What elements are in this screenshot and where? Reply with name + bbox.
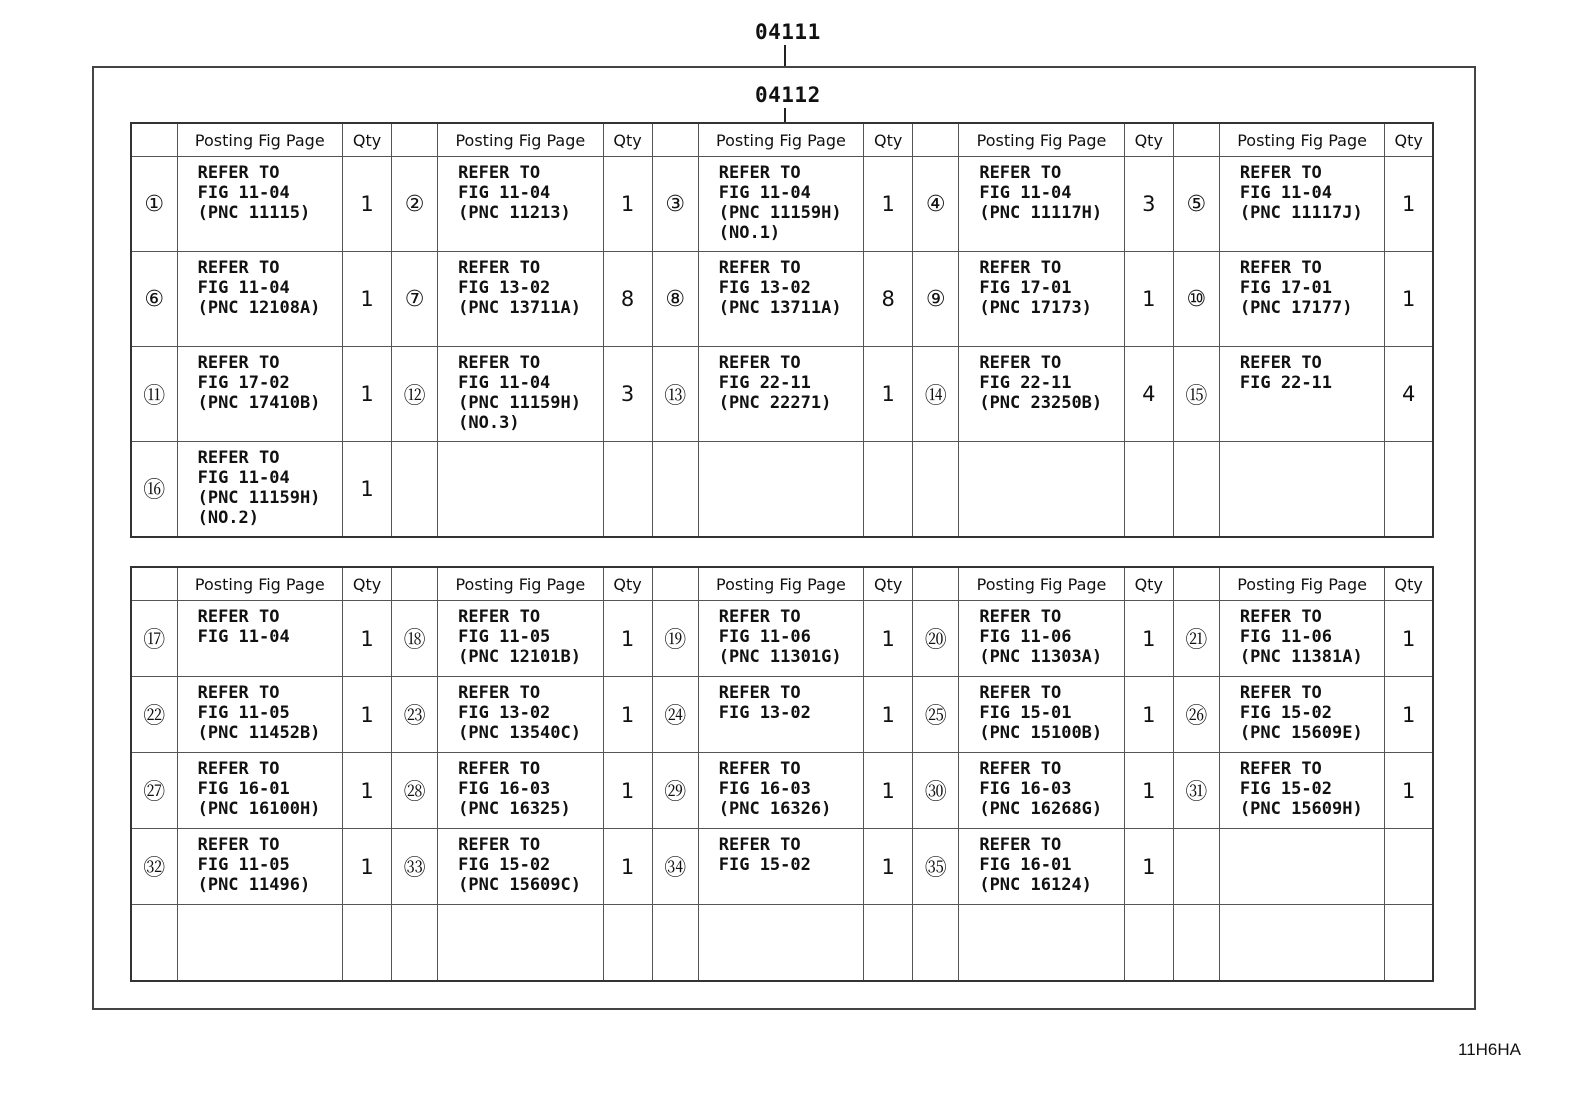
reference-line: FIG 16-03: [458, 779, 551, 799]
header-key-cell: [913, 567, 959, 601]
reference-line: FIG 13-02: [718, 703, 811, 723]
reference-line: (PNC 11301G): [718, 647, 842, 667]
quantity: [603, 442, 652, 537]
reference-line: (PNC 17410B): [197, 393, 321, 413]
figure-reference: [959, 677, 1124, 753]
figure-reference: [698, 347, 863, 442]
quantity: 1: [1385, 157, 1433, 252]
reference-line: (PNC 17173): [979, 298, 1092, 318]
callout-number: ①: [131, 157, 177, 252]
figure-reference: [1219, 442, 1384, 537]
reference-line: REFER TO: [718, 258, 801, 278]
reference-line: REFER TO: [197, 759, 280, 779]
figure-reference: [1219, 252, 1384, 347]
quantity: 8: [864, 252, 913, 347]
header-qty: Qty: [1124, 123, 1173, 157]
figure-reference: [959, 753, 1124, 829]
reference-line: (PNC 11117H): [979, 203, 1103, 223]
figure-reference: [698, 829, 863, 905]
reference-line: REFER TO: [197, 835, 280, 855]
quantity: [1385, 442, 1433, 537]
quantity: 1: [864, 677, 913, 753]
reference-line: (PNC 11159H): [197, 488, 321, 508]
header-page: Posting Fig Page: [438, 567, 603, 601]
figure-reference: [177, 442, 342, 537]
reference-line: REFER TO: [979, 835, 1062, 855]
parts-reference-table-1: [130, 122, 1434, 538]
figure-reference: [698, 157, 863, 252]
header-qty: Qty: [603, 123, 652, 157]
quantity: 1: [603, 829, 652, 905]
callout-number: [392, 442, 438, 537]
reference-line: FIG 11-06: [1239, 627, 1333, 647]
reference-line: (PNC 11159H): [458, 393, 581, 413]
figure-reference: [698, 677, 863, 753]
reference-line: REFER TO: [718, 607, 801, 627]
header-qty: Qty: [1124, 567, 1173, 601]
reference-line: (PNC 11117J): [1239, 203, 1363, 223]
figure-reference: [438, 753, 603, 829]
reference-line: FIG 11-06: [718, 627, 811, 647]
callout-number: [913, 905, 959, 981]
callout-number: ⑧: [652, 252, 698, 347]
reference-line: (PNC 11159H): [718, 203, 842, 223]
header-page: Posting Fig Page: [959, 123, 1124, 157]
reference-line: FIG 11-06: [979, 627, 1072, 647]
reference-line: (PNC 22271): [718, 393, 832, 413]
reference-line: REFER TO: [458, 258, 541, 278]
callout-number: [131, 905, 177, 981]
callout-number: ㉗: [131, 753, 177, 829]
figure-reference: [177, 905, 342, 981]
reference-line: FIG 17-02: [197, 373, 290, 393]
header-page: Posting Fig Page: [177, 123, 342, 157]
quantity: [603, 905, 652, 981]
header-qty: Qty: [342, 123, 391, 157]
figure-reference: [177, 157, 342, 252]
reference-line: (PNC 13540C): [458, 723, 581, 743]
reference-line: REFER TO: [458, 835, 541, 855]
reference-line: FIG 11-04: [197, 627, 290, 647]
header-key-cell: [131, 123, 177, 157]
table-row: [131, 905, 1433, 981]
quantity: [1124, 905, 1173, 981]
quantity: 1: [342, 157, 391, 252]
reference-line: REFER TO: [979, 258, 1062, 278]
reference-line: REFER TO: [458, 353, 541, 373]
reference-line: (PNC 17177): [1239, 298, 1353, 318]
subassembly-leader-line: [784, 108, 786, 123]
reference-line: REFER TO: [197, 448, 280, 468]
quantity: 3: [1124, 157, 1173, 252]
assembly-leader-line: [784, 45, 786, 66]
reference-line: FIG 13-02: [458, 278, 551, 298]
figure-reference: [1219, 601, 1384, 677]
callout-number: ㉚: [913, 753, 959, 829]
reference-line: (PNC 11496): [197, 875, 311, 895]
reference-line: REFER TO: [458, 163, 541, 183]
figure-reference: [1219, 347, 1384, 442]
callout-number: ⑯: [131, 442, 177, 537]
reference-line: FIG 11-05: [197, 855, 290, 875]
reference-line: (PNC 13711A): [718, 298, 842, 318]
header-key-cell: [392, 123, 438, 157]
quantity: [342, 905, 391, 981]
header-key-cell: [131, 567, 177, 601]
callout-number: ③: [652, 157, 698, 252]
subassembly-code: 04112: [755, 83, 821, 107]
callout-number: ⑭: [913, 347, 959, 442]
figure-reference: [959, 347, 1124, 442]
quantity: [1385, 905, 1433, 981]
callout-number: [652, 442, 698, 537]
header-page: Posting Fig Page: [1219, 567, 1384, 601]
header-page: Posting Fig Page: [698, 567, 863, 601]
header-page: Posting Fig Page: [438, 123, 603, 157]
header-qty: Qty: [864, 123, 913, 157]
reference-line: FIG 16-01: [979, 855, 1072, 875]
quantity: 1: [603, 677, 652, 753]
reference-line: REFER TO: [718, 353, 801, 373]
quantity: 1: [342, 252, 391, 347]
table-row: [131, 829, 1433, 905]
callout-number: ⑬: [652, 347, 698, 442]
reference-line: (PNC 16100H): [197, 799, 321, 819]
reference-line: FIG 22-11: [1239, 373, 1333, 393]
header-page: Posting Fig Page: [177, 567, 342, 601]
figure-reference: [177, 753, 342, 829]
callout-number: [1173, 829, 1219, 905]
header-qty: Qty: [342, 567, 391, 601]
figure-reference: [959, 442, 1124, 537]
quantity: [1124, 442, 1173, 537]
callout-number: [392, 905, 438, 981]
reference-line: REFER TO: [458, 759, 541, 779]
reference-line: (PNC 16325): [458, 799, 571, 819]
header-key-cell: [652, 123, 698, 157]
callout-number: ②: [392, 157, 438, 252]
reference-line: FIG 22-11: [979, 373, 1072, 393]
reference-line: FIG 15-02: [718, 855, 811, 875]
callout-number: ⑮: [1173, 347, 1219, 442]
figure-reference: [177, 829, 342, 905]
figure-reference: [959, 905, 1124, 981]
quantity: 1: [342, 677, 391, 753]
quantity: [864, 905, 913, 981]
reference-line: FIG 11-04: [458, 373, 551, 393]
figure-reference: [438, 157, 603, 252]
figure-reference: [959, 829, 1124, 905]
reference-line: FIG 11-05: [197, 703, 290, 723]
callout-number: ㉕: [913, 677, 959, 753]
reference-line: REFER TO: [979, 683, 1062, 703]
reference-line: REFER TO: [718, 759, 801, 779]
callout-number: ㉜: [131, 829, 177, 905]
reference-line: REFER TO: [197, 258, 280, 278]
quantity: 8: [603, 252, 652, 347]
callout-number: ㉟: [913, 829, 959, 905]
quantity: 1: [1385, 677, 1433, 753]
table-row: [131, 601, 1433, 677]
figure-reference: [1219, 905, 1384, 981]
quantity: 4: [1385, 347, 1433, 442]
reference-line: (PNC 16268G): [979, 799, 1103, 819]
reference-line: (PNC 23250B): [979, 393, 1103, 413]
quantity: 1: [1124, 601, 1173, 677]
figure-reference: [438, 347, 603, 442]
reference-line: FIG 15-02: [1239, 703, 1333, 723]
reference-line: (PNC 15100B): [979, 723, 1103, 743]
reference-line: REFER TO: [1239, 353, 1322, 373]
callout-number: [913, 442, 959, 537]
assembly-code: 04111: [755, 20, 821, 44]
reference-line: (PNC 11213): [458, 203, 571, 223]
reference-line: FIG 16-01: [197, 779, 290, 799]
quantity: 1: [342, 601, 391, 677]
reference-line: REFER TO: [197, 163, 280, 183]
reference-line: REFER TO: [1239, 683, 1322, 703]
quantity: 1: [342, 442, 391, 537]
reference-line: (PNC 12101B): [458, 647, 581, 667]
reference-line: REFER TO: [1239, 607, 1322, 627]
reference-line: REFER TO: [718, 683, 801, 703]
quantity: 4: [1124, 347, 1173, 442]
quantity: 1: [342, 347, 391, 442]
reference-line: REFER TO: [718, 163, 801, 183]
reference-line: (PNC 13711A): [458, 298, 581, 318]
reference-line: (PNC 15609C): [458, 875, 581, 895]
callout-number: [1173, 905, 1219, 981]
figure-reference: [959, 157, 1124, 252]
figure-reference: [698, 601, 863, 677]
reference-line: FIG 11-04: [197, 278, 290, 298]
reference-line: REFER TO: [979, 607, 1062, 627]
reference-line: (PNC 11115): [197, 203, 311, 223]
callout-number: ㉝: [392, 829, 438, 905]
reference-line: FIG 15-02: [1239, 779, 1333, 799]
reference-line: REFER TO: [1239, 258, 1322, 278]
callout-number: ⑳: [913, 601, 959, 677]
callout-number: ⑨: [913, 252, 959, 347]
figure-reference: [698, 252, 863, 347]
figure-reference: [438, 442, 603, 537]
callout-number: ⑲: [652, 601, 698, 677]
figure-reference: [177, 601, 342, 677]
quantity: 1: [1385, 753, 1433, 829]
reference-line: FIG 17-01: [1239, 278, 1333, 298]
reference-line: (PNC 16326): [718, 799, 832, 819]
quantity: 3: [603, 347, 652, 442]
callout-number: ⑥: [131, 252, 177, 347]
callout-number: ㉒: [131, 677, 177, 753]
callout-number: ㉔: [652, 677, 698, 753]
table-row: [131, 753, 1433, 829]
reference-line: FIG 16-03: [718, 779, 811, 799]
parts-reference-table-2: [130, 566, 1434, 982]
reference-line: (PNC 11303A): [979, 647, 1103, 667]
callout-number: ㉖: [1173, 677, 1219, 753]
reference-line: (PNC 11452B): [197, 723, 321, 743]
callout-number: [1173, 442, 1219, 537]
reference-line: (PNC 11381A): [1239, 647, 1363, 667]
figure-reference: [177, 347, 342, 442]
callout-number: ⑪: [131, 347, 177, 442]
reference-line: REFER TO: [1239, 163, 1322, 183]
table-row: [131, 157, 1433, 252]
figure-reference: [438, 252, 603, 347]
header-row: [131, 567, 1433, 601]
figure-reference: [177, 677, 342, 753]
reference-line: REFER TO: [197, 607, 280, 627]
reference-line: FIG 22-11: [718, 373, 811, 393]
callout-number: ⑦: [392, 252, 438, 347]
reference-line: REFER TO: [718, 835, 801, 855]
reference-line: REFER TO: [979, 353, 1062, 373]
figure-reference: [698, 442, 863, 537]
quantity: 1: [1124, 252, 1173, 347]
figure-reference: [698, 905, 863, 981]
header-qty: Qty: [1385, 567, 1433, 601]
header-page: Posting Fig Page: [698, 123, 863, 157]
quantity: [864, 442, 913, 537]
quantity: 1: [864, 829, 913, 905]
reference-line: FIG 11-04: [979, 183, 1072, 203]
header-qty: Qty: [603, 567, 652, 601]
header-key-cell: [1173, 567, 1219, 601]
callout-number: ⑤: [1173, 157, 1219, 252]
header-key-cell: [392, 567, 438, 601]
header-key-cell: [913, 123, 959, 157]
callout-number: ⑰: [131, 601, 177, 677]
callout-number: ⑫: [392, 347, 438, 442]
reference-line: REFER TO: [458, 607, 541, 627]
reference-line: (PNC 15609H): [1239, 799, 1363, 819]
reference-line: REFER TO: [979, 163, 1062, 183]
quantity: 1: [603, 753, 652, 829]
reference-line: FIG 11-04: [458, 183, 551, 203]
callout-number: ⑱: [392, 601, 438, 677]
figure-reference: [1219, 157, 1384, 252]
header-page: Posting Fig Page: [1219, 123, 1384, 157]
reference-line: FIG 13-02: [718, 278, 811, 298]
callout-number: ⑩: [1173, 252, 1219, 347]
figure-reference: [959, 601, 1124, 677]
figure-reference: [698, 753, 863, 829]
reference-line: REFER TO: [197, 353, 280, 373]
header-qty: Qty: [1385, 123, 1433, 157]
quantity: 1: [603, 157, 652, 252]
quantity: 1: [864, 601, 913, 677]
quantity: 1: [864, 347, 913, 442]
quantity: 1: [864, 753, 913, 829]
figure-reference: [959, 252, 1124, 347]
quantity: 1: [1124, 677, 1173, 753]
reference-line: (PNC 16124): [979, 875, 1092, 895]
figure-reference: [1219, 753, 1384, 829]
figure-reference: [438, 677, 603, 753]
figure-reference: [1219, 829, 1384, 905]
callout-number: ㉛: [1173, 753, 1219, 829]
header-page: Posting Fig Page: [959, 567, 1124, 601]
quantity: 1: [864, 157, 913, 252]
reference-line: FIG 17-01: [979, 278, 1072, 298]
figure-reference: [1219, 677, 1384, 753]
table-row: [131, 442, 1433, 537]
header-qty: Qty: [864, 567, 913, 601]
quantity: 1: [603, 601, 652, 677]
reference-line: REFER TO: [458, 683, 541, 703]
table-row: [131, 347, 1433, 442]
figure-reference: [438, 601, 603, 677]
callout-number: ㉞: [652, 829, 698, 905]
quantity: 1: [1124, 829, 1173, 905]
reference-line: FIG 11-05: [458, 627, 551, 647]
reference-line: (PNC 12108A): [197, 298, 321, 318]
reference-line: FIG 11-04: [197, 468, 290, 488]
quantity: 1: [1124, 753, 1173, 829]
table-row: [131, 677, 1433, 753]
callout-number: ㉓: [392, 677, 438, 753]
reference-line: (PNC 15609E): [1239, 723, 1363, 743]
reference-line: FIG 11-04: [1239, 183, 1333, 203]
reference-line: (NO.3): [458, 413, 520, 433]
callout-number: [652, 905, 698, 981]
callout-number: ㉘: [392, 753, 438, 829]
reference-line: FIG 15-02: [458, 855, 551, 875]
quantity: 1: [1385, 252, 1433, 347]
reference-line: FIG 11-04: [197, 183, 290, 203]
quantity: 1: [342, 753, 391, 829]
reference-line: REFER TO: [1239, 759, 1322, 779]
quantity: [1385, 829, 1433, 905]
reference-line: (NO.1): [718, 223, 781, 243]
reference-line: (NO.2): [197, 508, 260, 528]
quantity: 1: [1385, 601, 1433, 677]
header-key-cell: [1173, 123, 1219, 157]
figure-reference: [438, 829, 603, 905]
callout-number: ㉑: [1173, 601, 1219, 677]
illustration-code: 11H6HA: [1458, 1040, 1521, 1059]
quantity: 1: [342, 829, 391, 905]
reference-line: REFER TO: [979, 759, 1062, 779]
reference-line: FIG 15-01: [979, 703, 1072, 723]
callout-number: ④: [913, 157, 959, 252]
figure-reference: [438, 905, 603, 981]
reference-line: FIG 13-02: [458, 703, 551, 723]
table-row: [131, 252, 1433, 347]
callout-number: ㉙: [652, 753, 698, 829]
header-row: [131, 123, 1433, 157]
reference-line: FIG 11-04: [718, 183, 811, 203]
header-key-cell: [652, 567, 698, 601]
reference-line: FIG 16-03: [979, 779, 1072, 799]
figure-reference: [177, 252, 342, 347]
reference-line: REFER TO: [197, 683, 280, 703]
